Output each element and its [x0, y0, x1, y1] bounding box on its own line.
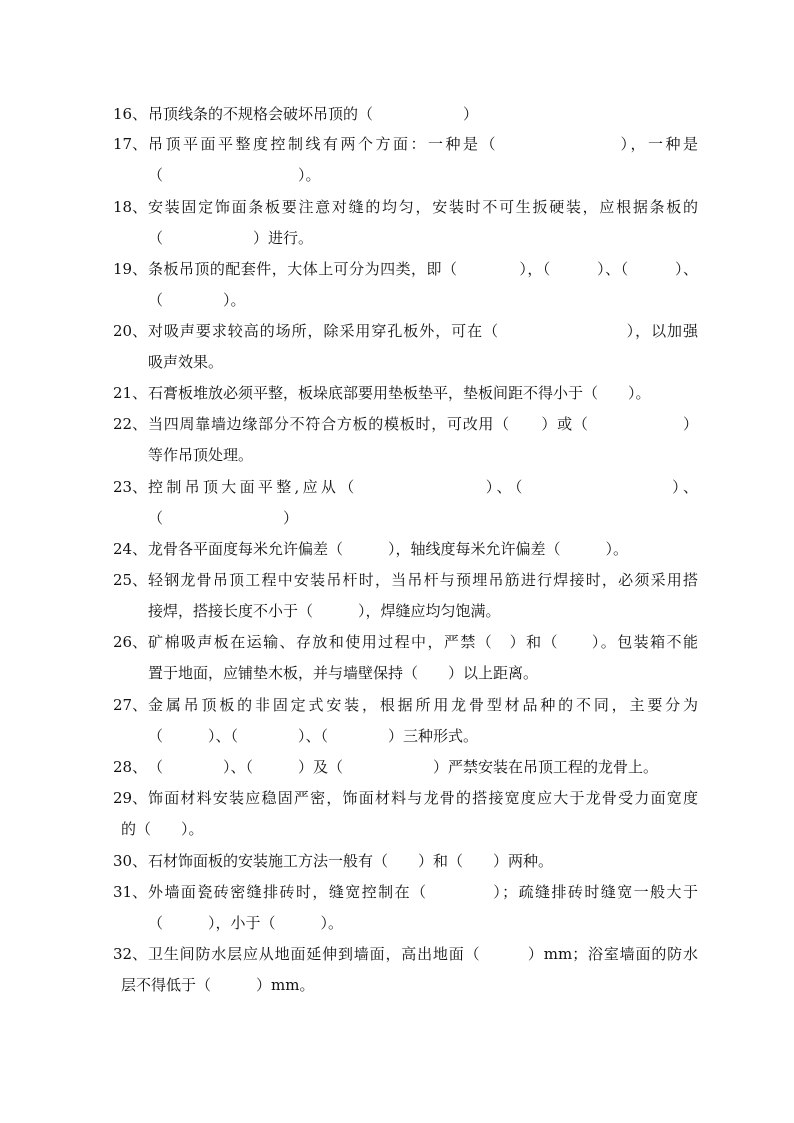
question-text: 控制吊顶大面平整,应从（ ）、（ ）、 [148, 478, 698, 496]
question-text-continued: （ ）、（ ）、（ ）三种形式。 [148, 727, 479, 745]
question-text: 对吸声要求较高的场所，除采用穿孔板外，可在（ ），以加强 [148, 322, 698, 340]
question-text: 石膏板堆放必须平整，板垛底部要用垫板垫平，垫板间距不得小于（ ）。 [148, 384, 651, 402]
question-text-continued: 等作吊顶处理。 [148, 446, 254, 464]
question-number: 17、 [113, 135, 148, 153]
question-text-continued: 层不得低于（ ）mm。 [121, 976, 315, 994]
question-text-continued: （ ）。 [148, 291, 246, 309]
question-text: 吊顶线条的不规格会破坏吊顶的（ ） [148, 105, 479, 123]
question-text-continued: （ ）。 [148, 166, 321, 184]
question-text-continued: （ ）进行。 [148, 229, 314, 247]
question-text-continued: 置于地面，应铺垫木板，并与墙壁保持（ ）以上距离。 [148, 664, 539, 682]
question-text: （ ）、（ ）及（ ）严禁安装在吊顶工程的龙骨上。 [148, 758, 659, 776]
question-text: 吊顶平面平整度控制线有两个方面：一种是（ ），一种是 [148, 135, 698, 153]
question-text: 龙骨各平面度每米允许偏差（ ），轴线度每米允许偏差（ ）。 [148, 540, 629, 558]
question-text: 外墙面瓷砖密缝排砖时，缝宽控制在（ ）；疏缝排砖时缝宽一般大于 [148, 883, 698, 901]
question-number: 27、 [113, 696, 148, 714]
question-number: 30、 [113, 852, 148, 870]
question-text-continued: 吸声效果。 [148, 353, 224, 371]
question-text-continued: （ ），小于（ ）。 [148, 914, 344, 932]
question-number: 16、 [113, 105, 148, 123]
question-number: 20、 [113, 322, 148, 340]
question-number: 19、 [113, 260, 148, 278]
question-text: 当四周靠墙边缘部分不符合方板的模板时，可改用（ ）或（ ） [148, 415, 698, 433]
question-text: 条板吊顶的配套件，大体上可分为四类，即（ ），（ ）、（ ）、 [148, 260, 698, 278]
question-text: 轻钢龙骨吊顶工程中安装吊杆时，当吊杆与预埋吊筋进行焊接时，必须采用搭 [148, 571, 698, 589]
question-number: 18、 [113, 198, 148, 216]
question-text: 饰面材料安装应稳固严密，饰面材料与龙骨的搭接宽度应大于龙骨受力面宽度 [148, 789, 698, 807]
question-text-continued: 的（ ）。 [121, 820, 204, 838]
question-number: 28、 [113, 758, 148, 776]
question-text: 卫生间防水层应从地面延伸到墙面，高出地面（ ）mm；浴室墙面的防水 [148, 945, 698, 963]
question-text: 石材饰面板的安装施工方法一般有（ ）和（ ）两种。 [148, 852, 554, 870]
question-number: 29、 [113, 789, 148, 807]
question-text-continued: 接焊，搭接长度不小于（ ），焊缝应均匀饱满。 [148, 602, 501, 620]
question-number: 31、 [113, 883, 148, 901]
question-number: 26、 [113, 633, 148, 651]
question-number: 22、 [113, 415, 148, 433]
question-number: 25、 [113, 571, 148, 589]
question-number: 24、 [113, 540, 148, 558]
question-number: 23、 [113, 478, 148, 496]
question-number: 21、 [113, 384, 148, 402]
question-text: 矿棉吸声板在运输、存放和使用过程中，严禁（ ）和（ ）。包装箱不能 [148, 633, 698, 651]
question-number: 32、 [113, 945, 148, 963]
question-text-continued: （ ） [148, 509, 299, 527]
question-text: 金属吊顶板的非固定式安装，根据所用龙骨型材品种的不同，主要分为 [148, 696, 698, 714]
question-text: 安装固定饰面条板要注意对缝的均匀，安装时不可生扳硬装，应根据条板的 [148, 198, 698, 216]
